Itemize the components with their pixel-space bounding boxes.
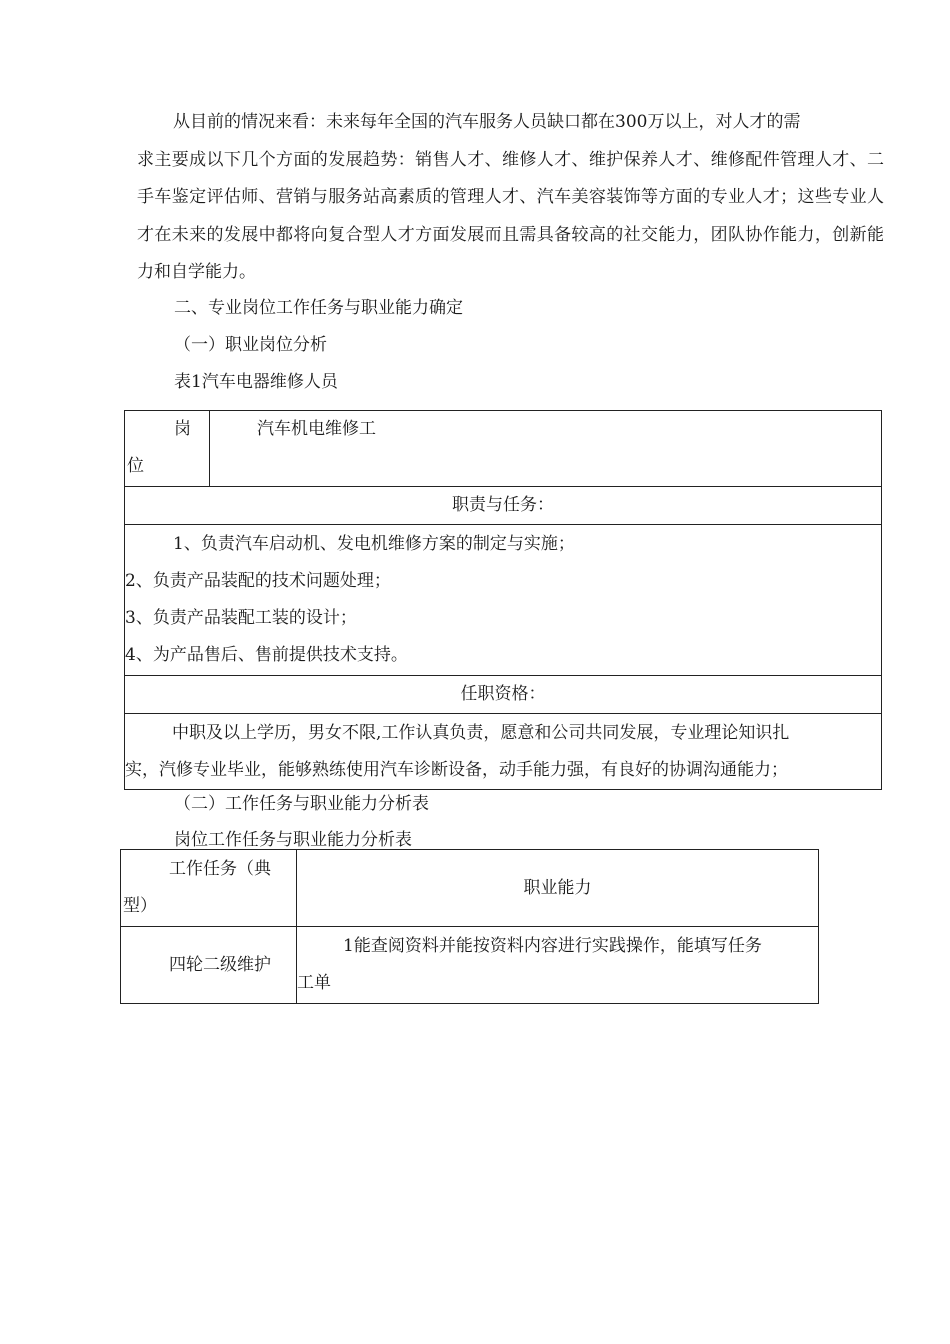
section-heading-2: 二、专业岗位工作任务与职业能力确定 <box>174 298 463 318</box>
duty-item: 3、负责产品装配工装的设计； <box>125 608 357 628</box>
post-value-cell <box>210 411 882 487</box>
duty-item: 2、负责产品装配的技术问题处理； <box>125 571 391 591</box>
ability-line1: 1能查阅资料并能按资料内容进行实践操作，能填写任务 <box>343 936 762 956</box>
subsection-heading-1: （一）职业岗位分析 <box>174 335 327 355</box>
ability-cell <box>297 927 819 1004</box>
qualifications-cell <box>125 714 882 790</box>
table2-caption: 岗位工作任务与职业能力分析表 <box>174 830 412 850</box>
duty-item: 1、负责汽车启动机、发电机维修方案的制定与实施； <box>173 534 575 554</box>
intro-paragraph-rest: 求主要成以下几个方面的发展趋势：销售人才、维修人才、维护保养人才、维修配件管理人才、二手车鉴定评估师、营销与服务站高素质的管理人才、汽车美容装饰等方面的专业人才；这些专业人才在未来的发展中都将向复合型人才方面发展而且需具备较高的社交能力，团队协作能力，创新能力和自学能力。 <box>137 149 884 282</box>
ability-header-cell <box>297 850 819 927</box>
duties-header-cell <box>125 487 882 525</box>
qualifications-line1: 中职及以上学历，男女不限,工作认真负责，愿意和公司共同发展，专业理论知识扎 <box>172 722 790 743</box>
intro-paragraph-line1: 从目前的情况来看：未来每年全国的汽车服务人员缺口都在300万以上，对人才的需 <box>173 112 801 132</box>
job-post-table <box>124 410 882 790</box>
task-cell <box>121 927 297 1004</box>
task-ability-table <box>120 849 819 1004</box>
duty-item: 4、为产品售后、售前提供技术支持。 <box>125 645 408 665</box>
post-value: 汽车机电维修工 <box>257 419 376 439</box>
task-header-line2: 型） <box>123 896 157 916</box>
subsection-heading-2: （二）工作任务与职业能力分析表 <box>174 794 429 814</box>
qualifications-header: 任职资格： <box>460 684 546 704</box>
task-header-cell <box>121 850 297 927</box>
qualifications-line2: 实，汽修专业毕业，能够熟练使用汽车诊断设备，动手能力强，有良好的协调沟通能力； <box>125 759 788 780</box>
table1-caption: 表1汽车电器维修人员 <box>174 372 338 392</box>
task-value: 四轮二级维护 <box>169 954 271 975</box>
post-label-cell <box>125 411 210 487</box>
post-label-2: 位 <box>127 456 144 476</box>
ability-line2: 工单 <box>297 973 331 993</box>
qualifications-header-cell <box>125 676 882 714</box>
task-header-line1: 工作任务（典 <box>169 859 271 879</box>
duties-header: 职责与任务： <box>452 495 554 515</box>
post-label-1: 岗 <box>174 419 191 439</box>
intro-paragraph <box>137 104 884 292</box>
duties-cell <box>125 525 882 676</box>
ability-header: 职业能力 <box>523 877 592 898</box>
